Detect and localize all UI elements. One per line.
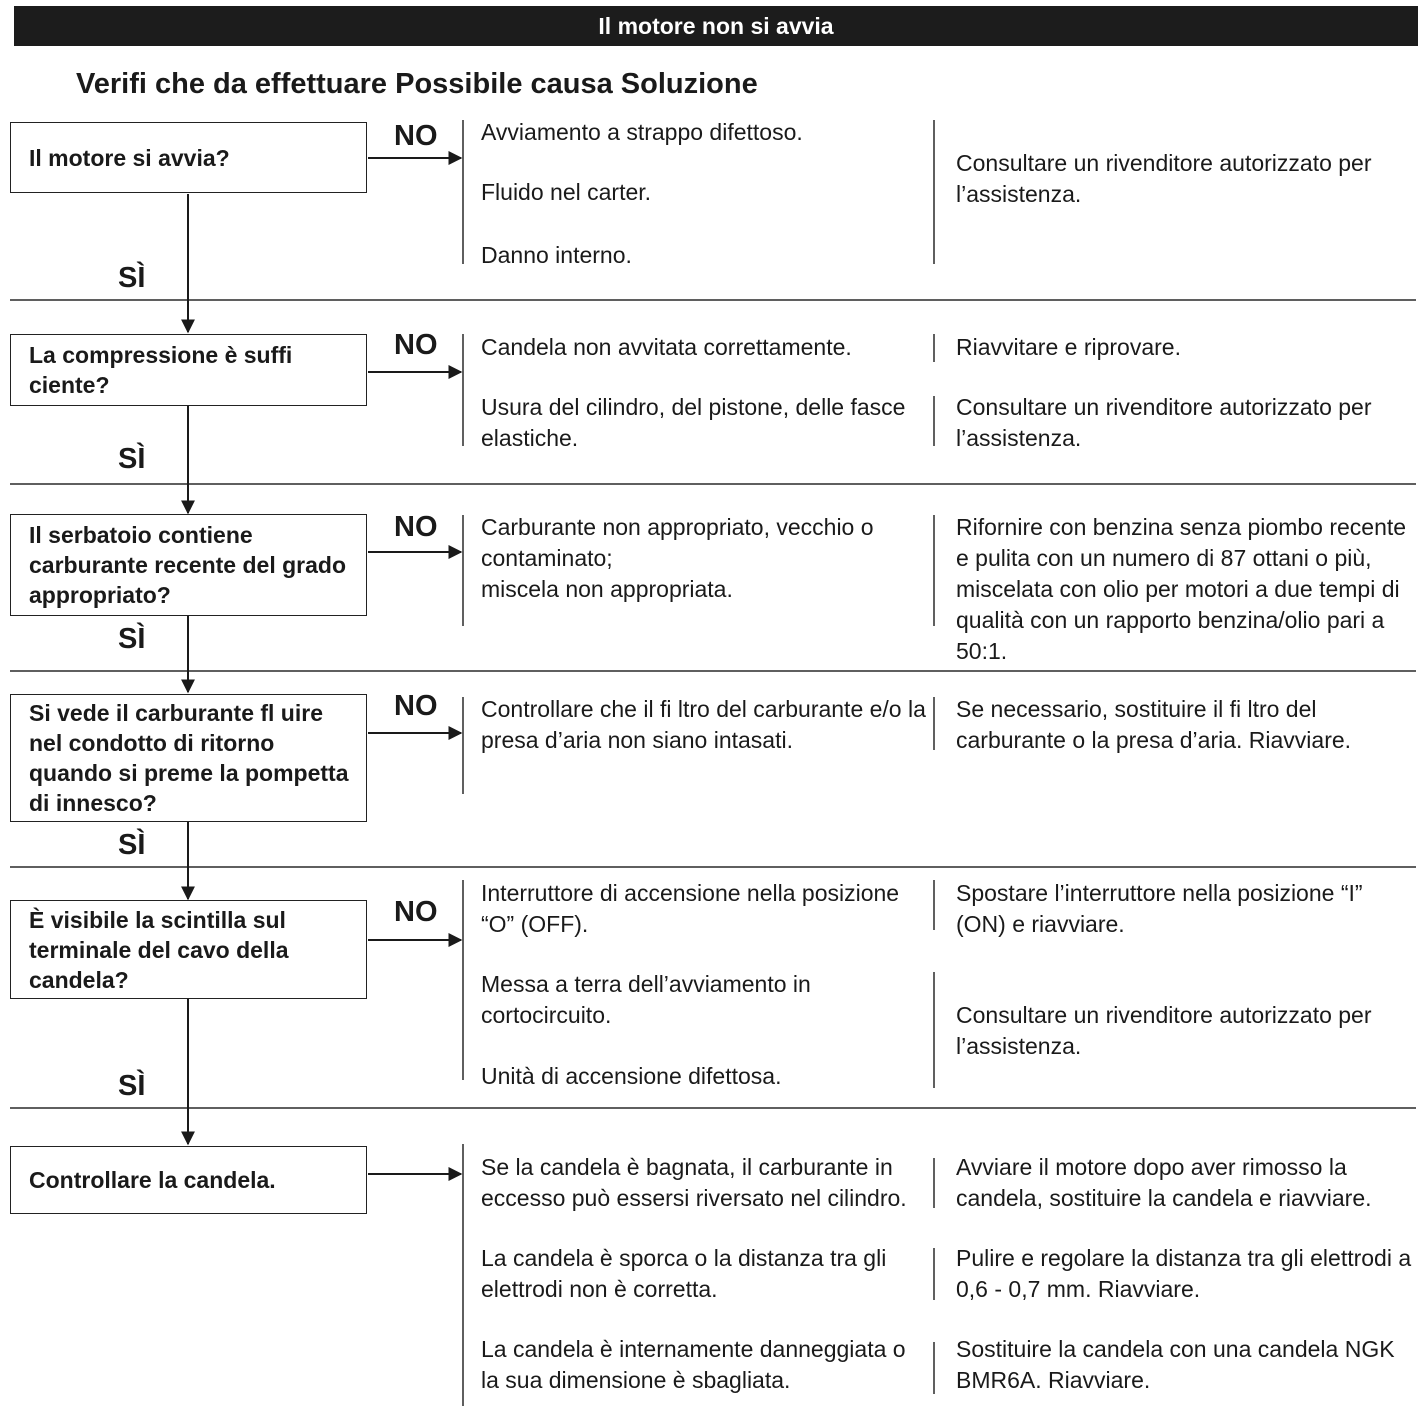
question-box-fuel-return-flow: Si vede il carburante fl uire nel condotto di ritorno quando si preme la pompetta di innesco? xyxy=(10,694,367,822)
solution-text: Consultare un rivenditore autorizzato per l’assistenza. xyxy=(956,150,1372,207)
question-box-spark-visible: È visibile la scintilla sul terminale del cavo della candela? xyxy=(10,900,367,999)
cause-text: Usura del cilindro, del pistone, delle fasce elastiche. xyxy=(481,394,906,451)
question-box-check-spark-plug: Controllare la candela. xyxy=(10,1146,367,1214)
no-arrows xyxy=(368,158,461,1174)
solution-text: Sostituire la candela con una candela NGK BMR6A. Riavviare. xyxy=(956,1336,1395,1393)
yes-label: SÌ xyxy=(118,262,146,294)
cause-text: Fluido nel carter. xyxy=(481,179,652,205)
solution-text: Riavvitare e riprovare. xyxy=(956,334,1181,360)
page-title: Il motore non si avvia xyxy=(598,12,834,39)
yes-label: SÌ xyxy=(118,623,146,655)
cause-text: Carburante non appropriato, vecchio o contaminato; miscela non appropriata. xyxy=(481,514,874,602)
cause-text: Avviamento a strappo difettoso. xyxy=(481,119,803,145)
cause-text: Se la candela è bagnata, il carburante in eccesso può essersi riversato nel cilindro. xyxy=(481,1154,907,1211)
no-label: NO xyxy=(394,896,438,928)
cause-text: Messa a terra dell’avviamento in cortocircuito. xyxy=(481,971,811,1028)
columns-heading: Verifi che da effettuare Possibile causa Soluzione xyxy=(76,68,758,100)
no-label: NO xyxy=(394,690,438,722)
cause-text: Controllare che il fi ltro del carburante e/o la presa d’aria non siano intasati. xyxy=(481,696,926,753)
cause-text: Candela non avvitata correttamente. xyxy=(481,334,852,360)
solution-text: Pulire e regolare la distanza tra gli elettrodi a 0,6 - 0,7 mm. Riavviare. xyxy=(956,1245,1412,1302)
yes-label: SÌ xyxy=(118,829,146,861)
no-label: NO xyxy=(394,511,438,543)
solution-text: Consultare un rivenditore autorizzato per l’assistenza. xyxy=(956,1002,1372,1059)
solution-text: Consultare un rivenditore autorizzato per l’assistenza. xyxy=(956,394,1372,451)
cause-text: Danno interno. xyxy=(481,242,632,268)
solution-text: Se necessario, sostituire il fi ltro del carburante o la presa d’aria. Riavviare. xyxy=(956,696,1352,753)
no-label: NO xyxy=(394,329,438,361)
question-box-engine-starts: Il motore si avvia? xyxy=(10,122,367,193)
question-box-fuel-tank: Il serbatoio contiene carburante recente del grado appropriato? xyxy=(10,514,367,616)
cause-text: Interruttore di accensione nella posizione “O” (OFF). xyxy=(481,880,900,937)
yes-label: SÌ xyxy=(118,443,146,475)
yes-label: SÌ xyxy=(118,1070,146,1102)
solution-text: Spostare l’interruttore nella posizione “I” (ON) e riavviare. xyxy=(956,880,1363,937)
solution-text: Avviare il motore dopo aver rimosso la candela, sostituire la candela e riavviare. xyxy=(956,1154,1372,1211)
solution-text: Rifornire con benzina senza piombo recente e pulita con un numero di 87 ottani o più, miscelata con olio per motori a due tempi di qualità con un rapporto benzina/olio pari a 50:1. xyxy=(956,514,1407,664)
cause-text: La candela è sporca o la distanza tra gli elettrodi non è corretta. xyxy=(481,1245,887,1302)
no-label: NO xyxy=(394,120,438,152)
question-box-compression: La compressione è suffi ciente? xyxy=(10,334,367,406)
cause-text: La candela è internamente danneggiata o la sua dimensione è sbagliata. xyxy=(481,1336,906,1393)
cause-text: Unità di accensione difettosa. xyxy=(481,1063,782,1089)
